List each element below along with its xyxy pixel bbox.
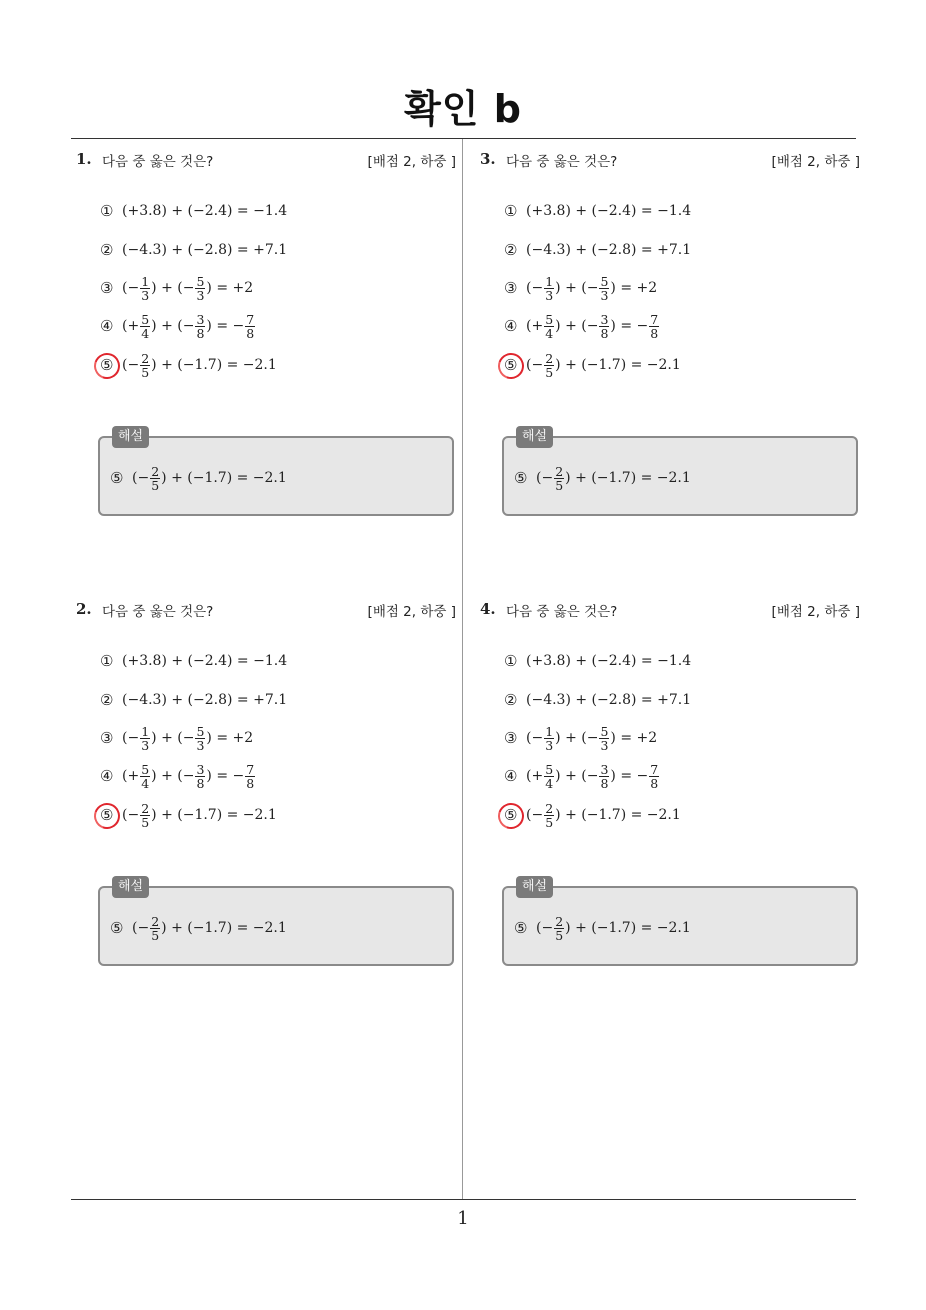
fraction: $\frac{1}{3}$ xyxy=(141,723,150,753)
option-mark: ② xyxy=(504,241,518,259)
option-1 xyxy=(504,193,804,229)
page-number: 1 xyxy=(457,1208,469,1229)
fraction: $\frac{5}{3}$ xyxy=(600,723,609,753)
option-mark: ④ xyxy=(504,317,518,335)
option-mark: ② xyxy=(100,241,114,259)
problem-2 xyxy=(76,600,456,980)
problem-number: 2. xyxy=(76,600,92,618)
fraction: $\frac{7}{8}$ xyxy=(246,761,255,791)
problem-question: 다음 중 옳은 것은? xyxy=(102,154,214,170)
problem-number: 3. xyxy=(480,150,496,168)
option-text: (−4.3) + (−2.8) = +7.1 xyxy=(526,692,692,708)
option-text: (−4.3) + (−2.8) = +7.1 xyxy=(526,242,692,258)
problem-header xyxy=(480,150,860,172)
option-2 xyxy=(100,232,400,268)
solution-text: ⑤ (− $\frac{2}{5}$ ) + (−1.7) = −2.1 xyxy=(110,913,287,943)
problem-3 xyxy=(480,150,860,530)
option-mark: ③ xyxy=(100,729,114,747)
answer-circle-icon xyxy=(494,799,529,834)
fraction: $\frac{5}{4}$ xyxy=(141,761,150,791)
option-5-correct: ⑤ (− $\frac{2}{5}$ ) + (−1.7) = −2.1 xyxy=(100,347,400,383)
fraction: $\frac{5}{3}$ xyxy=(196,723,205,753)
fraction: $\frac{2}{5}$ xyxy=(555,913,564,943)
option-mark: ① xyxy=(100,652,114,670)
top-rule xyxy=(71,138,856,139)
option-4: ④ (+ $\frac{5}{4}$ ) + (− $\frac{3}{8}$ ) = − $\frac{7}{8}$ xyxy=(504,761,659,791)
option-3: ③ (− $\frac{1}{3}$ ) + (− $\frac{5}{3}$ ) = +2 xyxy=(100,723,254,753)
option-mark: ④ xyxy=(100,767,114,785)
fraction: $\frac{7}{8}$ xyxy=(650,761,659,791)
solution-text: ⑤ (− $\frac{2}{5}$ ) + (−1.7) = −2.1 xyxy=(514,463,691,493)
problem-question: 다음 중 옳은 것은? xyxy=(506,604,618,620)
fraction: $\frac{7}{8}$ xyxy=(650,311,659,341)
solution-text: ⑤ (− $\frac{2}{5}$ ) + (−1.7) = −2.1 xyxy=(110,463,287,493)
option-5-correct: ⑤ (− $\frac{2}{5}$ ) + (−1.7) = −2.1 xyxy=(504,347,804,383)
problem-meta: [배점 2, 하중 ] xyxy=(771,154,860,170)
fraction: $\frac{2}{5}$ xyxy=(545,800,554,830)
problem-meta: [배점 2, 하중 ] xyxy=(367,604,456,620)
bottom-rule xyxy=(71,1199,856,1200)
fraction: $\frac{7}{8}$ xyxy=(246,311,255,341)
fraction: $\frac{2}{5}$ xyxy=(141,350,150,380)
solution-label: 해설 xyxy=(112,426,149,448)
solution-text: ⑤ (− $\frac{2}{5}$ ) + (−1.7) = −2.1 xyxy=(514,913,691,943)
option-text: (+3.8) + (−2.4) = −1.4 xyxy=(526,653,692,669)
fraction: $\frac{2}{5}$ xyxy=(141,800,150,830)
fraction: $\frac{2}{5}$ xyxy=(555,463,564,493)
option-mark: ⑤ xyxy=(100,806,122,824)
option-3: ③ (− $\frac{1}{3}$ ) + (− $\frac{5}{3}$ ) = +2 xyxy=(504,273,658,303)
fraction: $\frac{2}{5}$ xyxy=(151,463,160,493)
fraction: $\frac{5}{3}$ xyxy=(600,273,609,303)
fraction: $\frac{2}{5}$ xyxy=(545,350,554,380)
option-text: (−4.3) + (−2.8) = +7.1 xyxy=(122,692,288,708)
problem-question: 다음 중 옳은 것은? xyxy=(506,154,618,170)
page-title: 확인 b xyxy=(404,87,522,131)
problem-header xyxy=(76,600,456,622)
answer-circle-icon xyxy=(494,349,529,384)
option-mark: ① xyxy=(504,202,518,220)
option-3: ③ (− $\frac{1}{3}$ ) + (− $\frac{5}{3}$ ) = +2 xyxy=(100,273,254,303)
problem-number: 1. xyxy=(76,150,92,168)
fraction: $\frac{2}{5}$ xyxy=(151,913,160,943)
fraction: $\frac{3}{8}$ xyxy=(600,761,609,791)
problem-meta: [배점 2, 하중 ] xyxy=(771,604,860,620)
fraction: $\frac{3}{8}$ xyxy=(196,761,205,791)
problem-header xyxy=(480,600,860,622)
problem-header xyxy=(76,150,456,172)
option-4: ④ (+ $\frac{5}{4}$ ) + (− $\frac{3}{8}$ ) = − $\frac{7}{8}$ xyxy=(100,311,255,341)
answer-circle-icon xyxy=(90,799,125,834)
option-5-correct: ⑤ (− $\frac{2}{5}$ ) + (−1.7) = −2.1 xyxy=(504,797,804,833)
option-mark: ④ xyxy=(100,317,114,335)
option-2 xyxy=(100,682,400,718)
option-text: (+3.8) + (−2.4) = −1.4 xyxy=(122,653,288,669)
option-1 xyxy=(504,643,804,679)
fraction: $\frac{5}{4}$ xyxy=(141,311,150,341)
option-mark: ① xyxy=(100,202,114,220)
fraction: $\frac{5}{3}$ xyxy=(196,273,205,303)
problem-1 xyxy=(76,150,456,530)
problem-meta: [배점 2, 하중 ] xyxy=(367,154,456,170)
problem-question: 다음 중 옳은 것은? xyxy=(102,604,214,620)
option-4: ④ (+ $\frac{5}{4}$ ) + (− $\frac{3}{8}$ ) = − $\frac{7}{8}$ xyxy=(504,311,659,341)
option-1 xyxy=(100,643,400,679)
option-5-correct: ⑤ (− $\frac{2}{5}$ ) + (−1.7) = −2.1 xyxy=(100,797,400,833)
option-mark: ⑤ xyxy=(504,806,526,824)
option-text: (+3.8) + (−2.4) = −1.4 xyxy=(526,203,692,219)
column-divider xyxy=(462,139,463,1200)
option-mark: ⑤ xyxy=(100,356,122,374)
fraction: $\frac{1}{3}$ xyxy=(545,273,554,303)
option-2 xyxy=(504,682,804,718)
option-mark: ② xyxy=(100,691,114,709)
problem-4 xyxy=(480,600,860,980)
solution-label: 해설 xyxy=(112,876,149,898)
option-mark: ⑤ xyxy=(504,356,526,374)
option-mark: ③ xyxy=(504,279,518,297)
option-1 xyxy=(100,193,400,229)
answer-circle-icon xyxy=(90,349,125,384)
solution-label: 해설 xyxy=(516,876,553,898)
option-mark: ③ xyxy=(504,729,518,747)
option-mark: ① xyxy=(504,652,518,670)
option-4: ④ (+ $\frac{5}{4}$ ) + (− $\frac{3}{8}$ ) = − $\frac{7}{8}$ xyxy=(100,761,255,791)
option-mark: ④ xyxy=(504,767,518,785)
solution-label: 해설 xyxy=(516,426,553,448)
fraction: $\frac{5}{4}$ xyxy=(545,311,554,341)
option-text: (+3.8) + (−2.4) = −1.4 xyxy=(122,203,288,219)
fraction: $\frac{1}{3}$ xyxy=(141,273,150,303)
fraction: $\frac{3}{8}$ xyxy=(196,311,205,341)
option-text: (−4.3) + (−2.8) = +7.1 xyxy=(122,242,288,258)
fraction: $\frac{5}{4}$ xyxy=(545,761,554,791)
option-mark: ② xyxy=(504,691,518,709)
problem-number: 4. xyxy=(480,600,496,618)
fraction: $\frac{1}{3}$ xyxy=(545,723,554,753)
fraction: $\frac{3}{8}$ xyxy=(600,311,609,341)
option-3: ③ (− $\frac{1}{3}$ ) + (− $\frac{5}{3}$ ) = +2 xyxy=(504,723,658,753)
option-2 xyxy=(504,232,804,268)
option-mark: ③ xyxy=(100,279,114,297)
